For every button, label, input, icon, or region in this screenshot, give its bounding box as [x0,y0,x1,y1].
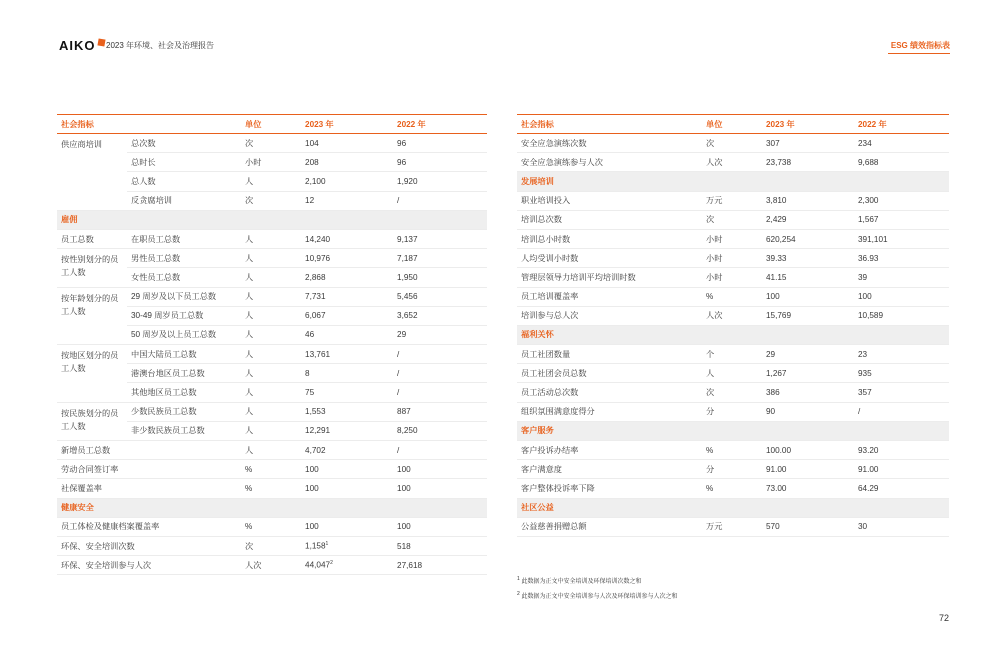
row-unit: 小时 [702,268,762,287]
table-header-row [517,115,949,134]
row-unit: 次 [241,536,301,555]
row-item: 人均受训小时数 [517,249,702,268]
row-item: 客户投诉办结率 [517,441,702,460]
section-row [57,498,487,517]
row-2023: 307 [762,134,854,153]
table-row [517,229,949,248]
row-2022: 27,618 [393,556,487,575]
table-row [57,479,487,498]
row-unit: 次 [702,210,762,229]
row-item: 员工活动总次数 [517,383,702,402]
table-row [57,134,487,153]
row-2022: 100 [854,287,949,306]
table-row [517,383,949,402]
row-2023: 1,267 [762,364,854,383]
row-2022: 391,101 [854,229,949,248]
section-label: 发展培训 [517,172,949,191]
table-row [57,229,487,248]
row-item: 29 周岁及以下员工总数 [127,287,241,306]
row-unit: % [702,441,762,460]
row-unit: 人 [241,402,301,421]
row-item: 环保、安全培训参与人次 [57,556,241,575]
row-unit: 分 [702,402,762,421]
row-2023: 100 [762,287,854,306]
col-unit: 单位 [702,115,762,134]
row-unit: 个 [702,345,762,364]
group-label: 按性别划分的员工人数 [57,249,127,287]
row-2023: 1,553 [301,402,393,421]
section-title: ESG 绩效指标表 [890,41,950,50]
row-2022: 3,652 [393,306,487,325]
logo-mark-icon [97,38,105,46]
row-2023: 100.00 [762,441,854,460]
row-2022: 29 [393,325,487,344]
row-unit: 人 [241,287,301,306]
row-2022: 91.00 [854,460,949,479]
row-2022: / [854,402,949,421]
section-label: 社区公益 [517,498,949,517]
row-unit: 人 [241,325,301,344]
col-2022: 2022 年 [854,115,949,134]
row-2022: 357 [854,383,949,402]
group-label: 员工总数 [57,229,127,248]
section-row [517,325,949,344]
row-2022: / [393,364,487,383]
row-item: 新增员工总数 [57,441,241,460]
col-2023: 2023 年 [762,115,854,134]
row-unit: 分 [702,460,762,479]
row-item: 培训总次数 [517,210,702,229]
row-item: 中国大陆员工总数 [127,345,241,364]
row-2022: 93.20 [854,441,949,460]
row-2022: 100 [393,479,487,498]
table-row [517,287,949,306]
row-2023: 100 [301,460,393,479]
row-item: 劳动合同签订率 [57,460,241,479]
row-item: 总时长 [127,153,241,172]
row-2023: 570 [762,517,854,536]
footnote: $^2$ 此数据为正文中安全培训参与人次及环保培训参与人次之和 [517,591,678,600]
row-2022: 100 [393,517,487,536]
row-unit: 人 [241,249,301,268]
row-item: 其他地区员工总数 [127,383,241,402]
row-item: 员工社团会员总数 [517,364,702,383]
table-row [517,479,949,498]
row-item: 培训总小时数 [517,229,702,248]
table-row [517,153,949,172]
row-2022: 1,567 [854,210,949,229]
row-2023: 15,769 [762,306,854,325]
group-label: 供应商培训 [57,134,127,211]
row-item: 客户整体投诉率下降 [517,479,702,498]
row-unit: 人次 [702,306,762,325]
row-2022: 96 [393,134,487,153]
row-item: 安全应急演练次数 [517,134,702,153]
row-item: 安全应急演练参与人次 [517,153,702,172]
row-2023: 3,810 [762,191,854,210]
section-label: 雇佣 [57,210,487,229]
row-unit: 人 [241,421,301,440]
row-unit: 人 [241,229,301,248]
row-2023: 208 [301,153,393,172]
row-unit: % [241,517,301,536]
row-unit: 小时 [241,153,301,172]
row-2023: 13,761 [301,345,393,364]
row-item: 社保覆盖率 [57,479,241,498]
table-row [517,345,949,364]
social-indicators-table-right [517,114,949,537]
row-unit: 次 [241,191,301,210]
row-2022: 9,688 [854,153,949,172]
row-2022: 64.29 [854,479,949,498]
table-row [57,441,487,460]
row-item: 非少数民族员工总数 [127,421,241,440]
row-unit: 小时 [702,229,762,248]
table-header-row [57,115,487,134]
row-unit: % [241,479,301,498]
row-2022: / [393,191,487,210]
table-row [57,287,487,306]
row-2023: 4,702 [301,441,393,460]
col-unit: 单位 [241,115,301,134]
row-2023: 10,976 [301,249,393,268]
row-2022: 23 [854,345,949,364]
col-indicator: 社会指标 [57,115,241,134]
table-row [57,517,487,536]
row-2022: 234 [854,134,949,153]
row-2022: 2,300 [854,191,949,210]
row-2022: / [393,383,487,402]
col-indicator: 社会指标 [517,115,702,134]
row-unit: 人 [241,364,301,383]
group-label: 按地区划分的员工人数 [57,345,127,403]
table-row [517,441,949,460]
row-2023: 100 [301,517,393,536]
row-2022: 39 [854,268,949,287]
row-unit: 万元 [702,517,762,536]
row-2022: 518 [393,536,487,555]
row-2023: 104 [301,134,393,153]
row-2023: 620,254 [762,229,854,248]
row-2023: 14,240 [301,229,393,248]
row-2023: 12 [301,191,393,210]
table-row [517,460,949,479]
row-2022: 36.93 [854,249,949,268]
row-unit: 人 [241,441,301,460]
table-row [517,517,949,536]
row-2022: 100 [393,460,487,479]
page-number: 72 [939,613,950,623]
row-unit: % [241,460,301,479]
row-item: 客户满意度 [517,460,702,479]
row-2023: 41.15 [762,268,854,287]
footnote-ref: 2 [330,560,333,567]
row-2022: 1,920 [393,172,487,191]
row-2022: 935 [854,364,949,383]
table-row [57,402,487,421]
row-2023: 29 [762,345,854,364]
row-unit: 人 [241,345,301,364]
row-item: 男性员工总数 [127,249,241,268]
row-unit: 小时 [702,249,762,268]
row-2023: 12,291 [301,421,393,440]
row-item: 管理层领导力培训平均培训时数 [517,268,702,287]
row-item: 员工培训覆盖率 [517,287,702,306]
table-row [57,460,487,479]
row-unit: 人次 [702,153,762,172]
row-2023: 39.33 [762,249,854,268]
section-label: 客户服务 [517,421,949,440]
row-item: 30-49 周岁员工总数 [127,306,241,325]
row-2022: 30 [854,517,949,536]
row-item: 组织氛围满意度得分 [517,402,702,421]
row-2022: 1,950 [393,268,487,287]
table-row [517,249,949,268]
row-unit: 人 [241,172,301,191]
row-item: 员工体检及健康档案覆盖率 [57,517,241,536]
footnote-ref: 1 [325,541,329,548]
section-label: 健康安全 [57,498,487,517]
row-item: 总人数 [127,172,241,191]
row-2022: 9,137 [393,229,487,248]
table-row [517,364,949,383]
section-row [517,498,949,517]
page-header [0,36,1007,56]
row-2022: 10,589 [854,306,949,325]
row-2023: 6,067 [301,306,393,325]
row-unit: 次 [702,383,762,402]
row-2023: 2,100 [301,172,393,191]
row-2023: 1,158$^1$ [301,536,393,555]
table-row [517,402,949,421]
row-2022: / [393,345,487,364]
row-2023: 2,429 [762,210,854,229]
table-row [57,345,487,364]
table-row [517,134,949,153]
row-unit: 次 [702,134,762,153]
row-item: 反贪腐培训 [127,191,241,210]
row-item: 职业培训投入 [517,191,702,210]
row-unit: 万元 [702,191,762,210]
table-row [57,249,487,268]
row-2022: 887 [393,402,487,421]
row-unit: 人 [702,364,762,383]
table-row [517,210,949,229]
table-row [57,556,487,575]
row-unit: 人 [241,268,301,287]
row-item: 环保、安全培训次数 [57,536,241,555]
group-label: 按年龄划分的员工人数 [57,287,127,345]
row-2022: 96 [393,153,487,172]
table-row [517,306,949,325]
row-item: 公益慈善捐赠总额 [517,517,702,536]
row-2023: 91.00 [762,460,854,479]
row-2022: 8,250 [393,421,487,440]
row-2023: 46 [301,325,393,344]
row-2023: 73.00 [762,479,854,498]
row-2023: 90 [762,402,854,421]
row-item: 培训参与总人次 [517,306,702,325]
group-label: 按民族划分的员工人数 [57,402,127,440]
row-item: 港澳台地区员工总数 [127,364,241,383]
row-2022: 5,456 [393,287,487,306]
row-item: 女性员工总数 [127,268,241,287]
social-indicators-table-left [57,114,487,575]
footnote: $^1$ 此数据为正文中安全培训及环保培训次数之和 [517,576,642,585]
section-row [57,210,487,229]
table-row [517,268,949,287]
section-underline [888,53,950,54]
row-2023: 23,738 [762,153,854,172]
row-unit: 人 [241,306,301,325]
row-2023: 386 [762,383,854,402]
row-item: 总次数 [127,134,241,153]
row-unit: % [702,479,762,498]
footnotes [517,573,677,603]
row-2023: 75 [301,383,393,402]
report-title: 2023 年环境、社会及治理报告 [106,41,215,50]
row-2023: 2,868 [301,268,393,287]
aiko-logo: AIKO [59,38,105,53]
row-item: 少数民族员工总数 [127,402,241,421]
row-item: 在职员工总数 [127,229,241,248]
row-item: 员工社团数量 [517,345,702,364]
row-2023: 44,047$^2$ [301,556,393,575]
table-row [57,536,487,555]
row-2023: 100 [301,479,393,498]
row-unit: 次 [241,134,301,153]
row-unit: % [702,287,762,306]
table-row [517,191,949,210]
section-row [517,172,949,191]
section-row [517,421,949,440]
row-2022: / [393,441,487,460]
row-2022: 7,187 [393,249,487,268]
row-unit: 人次 [241,556,301,575]
col-2022: 2022 年 [393,115,487,134]
row-item: 50 周岁及以上员工总数 [127,325,241,344]
row-2023: 8 [301,364,393,383]
col-2023: 2023 年 [301,115,393,134]
section-label: 福利关怀 [517,325,949,344]
row-unit: 人 [241,383,301,402]
row-2023: 7,731 [301,287,393,306]
